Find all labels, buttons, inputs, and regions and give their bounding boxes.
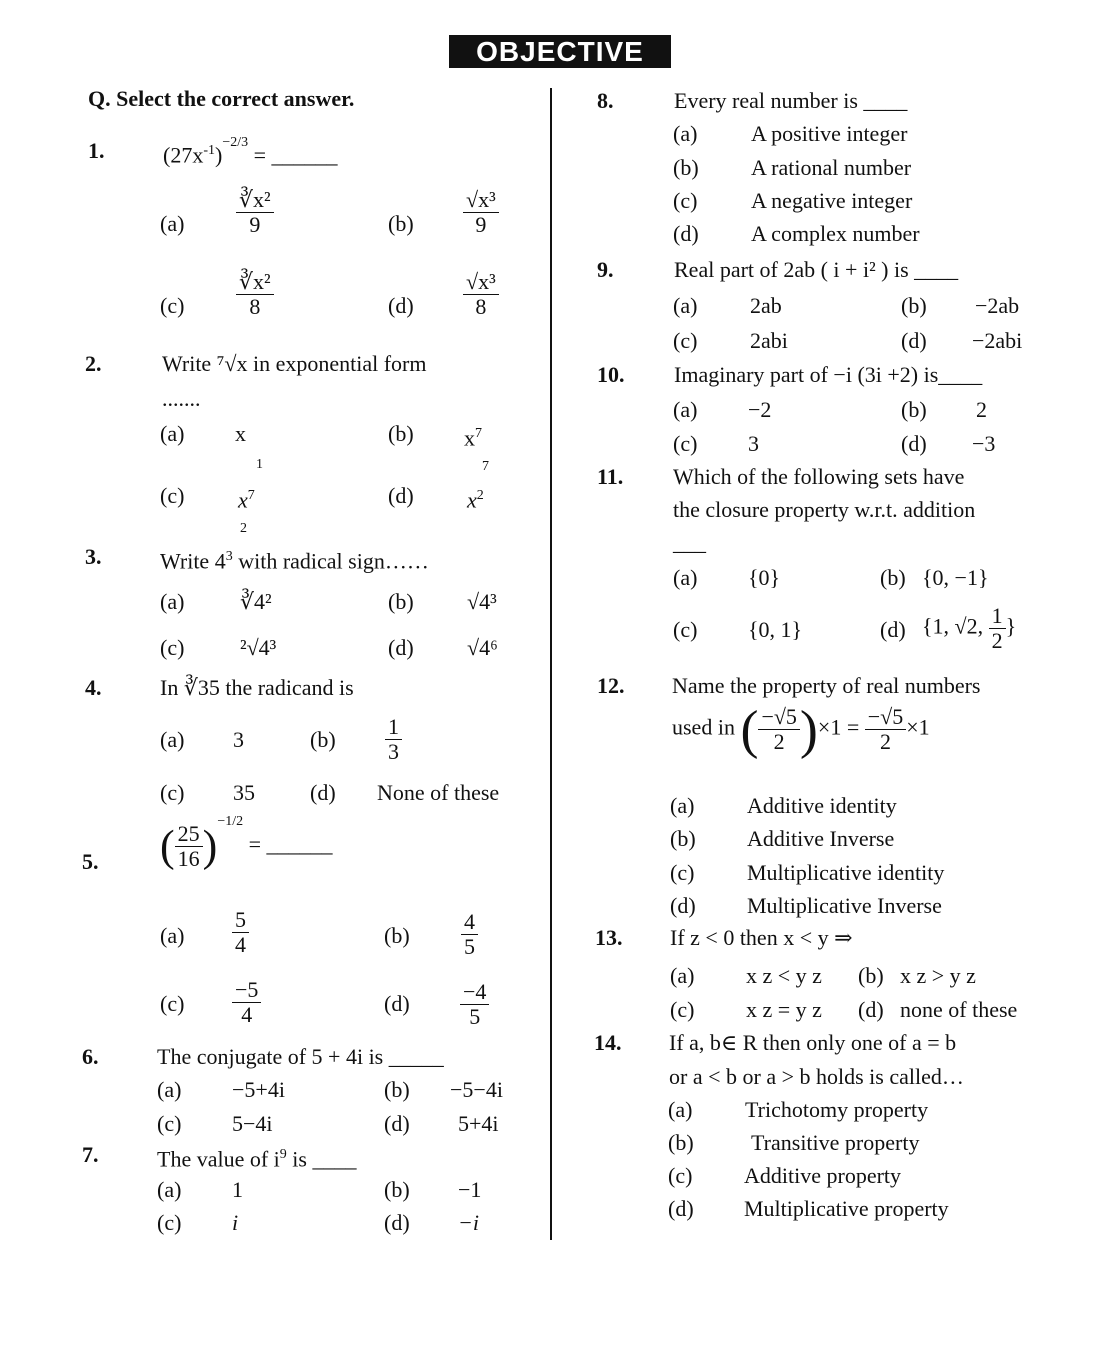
option-b-value[interactable]: {0, −1} [922, 565, 989, 590]
numerator: 1 [385, 715, 402, 740]
numerator: −5 [232, 978, 261, 1003]
option-a-label[interactable]: (a) [160, 589, 185, 614]
option-b-label[interactable]: (b) [388, 211, 414, 236]
exponent: 3 [225, 549, 233, 564]
answer-blank: ___ [673, 530, 706, 555]
option-a-label[interactable]: (a) [157, 1077, 182, 1102]
set-end: } [1005, 613, 1017, 639]
option-b-value[interactable]: −2ab [975, 293, 1020, 318]
exponent: 9 [279, 1147, 287, 1162]
expr-base-exp: -1 [203, 143, 215, 158]
option-c-label[interactable]: (c) [673, 431, 698, 456]
option-d-value[interactable]: −3 [972, 431, 996, 456]
option-c-label[interactable]: (c) [157, 1210, 182, 1235]
question-number: 1. [88, 138, 105, 163]
equals: ×1 = [817, 714, 860, 740]
question-number: 8. [597, 88, 614, 113]
question-text [160, 544, 429, 574]
option-b-label[interactable]: (b) [670, 826, 696, 851]
option-c-value[interactable]: ²√4³ [240, 635, 277, 660]
option-d-value[interactable] [467, 483, 484, 513]
option-b-value[interactable] [385, 715, 402, 764]
question-text-line2: or a < b or a > b holds is called… [669, 1064, 964, 1089]
option-d-label[interactable]: (d) [901, 328, 927, 353]
numerator: −4 [460, 980, 489, 1005]
option-c-value[interactable]: 5−4i [232, 1111, 273, 1136]
option-d-label[interactable]: (d) [388, 483, 414, 508]
question-number: 9. [597, 257, 614, 282]
option-a-value[interactable]: Additive identity [747, 793, 897, 818]
denominator: 4 [235, 932, 246, 957]
denominator: 9 [475, 212, 487, 237]
option-d-label[interactable]: (d) [880, 617, 906, 642]
question-text-line1: If a, b∈ R then only one of a = b [669, 1030, 957, 1055]
exp-numerator: 2 [240, 521, 247, 536]
option-c-value[interactable]: i [232, 1210, 239, 1235]
text-pre: Write 4 [160, 548, 226, 574]
option-b-value[interactable]: 2 [976, 397, 987, 422]
denominator: 5 [469, 1004, 481, 1029]
question-dots: ....... [162, 386, 201, 411]
option-d-label[interactable]: (d) [384, 991, 410, 1016]
option-b-label[interactable]: (b) [901, 293, 927, 318]
text-pre: The value of i [157, 1146, 280, 1172]
option-a-label[interactable]: (a) [673, 121, 698, 146]
denominator: 4 [241, 1002, 253, 1027]
option-a-label[interactable]: (a) [160, 727, 185, 752]
option-d-value[interactable] [463, 270, 499, 319]
option-b-label[interactable]: (b) [880, 565, 906, 590]
option-b-value[interactable]: √4³ [467, 589, 497, 614]
radical: ⁷√x [216, 351, 248, 376]
exponent: 7 [475, 426, 482, 441]
section-title: OBJECTIVE [449, 35, 671, 68]
option-c-label[interactable]: (c) [670, 997, 695, 1022]
option-b-label[interactable]: (b) [384, 1077, 410, 1102]
option-c-value[interactable]: Multiplicative identity [747, 860, 945, 885]
numerator: ∛x² [236, 270, 274, 295]
option-c-label[interactable]: (c) [673, 617, 698, 642]
option-c-label[interactable]: (c) [160, 635, 185, 660]
option-c-value[interactable] [232, 978, 261, 1027]
option-a-label[interactable]: (a) [160, 923, 185, 948]
question-expression: ( $\frac{25}{16}$ )$^{-1/2}$ = ______ [160, 814, 333, 871]
option-d-label[interactable]: (d) [670, 893, 696, 918]
question-text: Every real number is ____ [674, 88, 908, 113]
question-text-line2: the closure property w.r.t. addition [673, 497, 976, 522]
option-d-value[interactable] [922, 604, 1016, 653]
question-number: 3. [85, 544, 102, 569]
option-a-value[interactable]: 2ab [750, 293, 782, 318]
option-d-label[interactable]: (d) [310, 780, 336, 805]
numerator: √x³ [463, 188, 499, 213]
option-c-value[interactable]: {0, 1} [748, 617, 803, 642]
option-c-label[interactable]: (c) [157, 1111, 182, 1136]
option-a-value[interactable]: −2 [748, 397, 772, 422]
text-post: in exponential form [252, 351, 427, 376]
option-c-label[interactable]: (c) [673, 188, 698, 213]
option-c-label[interactable]: (c) [160, 780, 185, 805]
text-used-in: used in [672, 714, 735, 740]
option-c-value[interactable]: A negative integer [751, 188, 913, 213]
denominator: 2 [991, 628, 1003, 653]
text-post: is ____ [286, 1146, 357, 1172]
option-d-value[interactable]: Multiplicative property [744, 1196, 949, 1221]
question-number: 10. [597, 362, 625, 387]
option-b-label[interactable]: (b) [858, 963, 884, 988]
option-b-label[interactable]: (b) [668, 1130, 694, 1155]
option-c-label[interactable]: (c) [673, 328, 698, 353]
option-d-label[interactable]: (d) [858, 997, 884, 1022]
option-c-value[interactable]: 35 [233, 780, 255, 805]
question-text: Imaginary part of −i (3i +2) is____ [674, 362, 983, 387]
numerator: 5 [232, 908, 249, 933]
denominator: 8 [249, 294, 261, 319]
question-number: 7. [82, 1142, 99, 1167]
question-number: 5. [82, 849, 99, 874]
option-b-value[interactable]: A rational number [751, 155, 912, 180]
option-d-value[interactable]: −i [458, 1210, 479, 1235]
option-b-label[interactable]: (b) [901, 397, 927, 422]
option-a-label[interactable]: (a) [668, 1097, 693, 1122]
expr-tail: = ______ [248, 831, 333, 857]
question-text: In ∛35 the radicand is [160, 675, 354, 700]
question-text: The conjugate of 5 + 4i is _____ [157, 1044, 444, 1069]
instruction: Q. Select the correct answer. [88, 86, 355, 111]
option-d-label[interactable]: (d) [384, 1210, 410, 1235]
option-b-label[interactable]: (b) [310, 727, 336, 752]
option-c-label[interactable]: (c) [160, 483, 185, 508]
option-d-value[interactable] [460, 980, 489, 1029]
option-b-value[interactable]: −1 [458, 1177, 482, 1202]
set-start: {1, √2, [922, 613, 984, 639]
option-c-label[interactable]: (c) [668, 1163, 693, 1188]
option-b-value[interactable] [463, 188, 499, 237]
option-c-value[interactable] [236, 270, 274, 319]
option-c-value[interactable]: 3 [748, 431, 759, 456]
question-number: 13. [595, 925, 623, 950]
rhs-numerator: −√5 [865, 705, 906, 730]
base: x [238, 487, 248, 513]
exponent: 7 [247, 488, 255, 503]
option-a-value[interactable]: −5+4i [232, 1077, 285, 1102]
option-d-value[interactable]: None of these [377, 780, 500, 805]
option-c-value[interactable]: 2abi [750, 328, 788, 353]
option-b-label[interactable]: (b) [384, 1177, 410, 1202]
expr-base: (27x [163, 142, 204, 168]
column-divider [550, 88, 552, 1240]
option-c-exp-top: 1 [256, 457, 263, 472]
base: x [467, 487, 477, 513]
denominator: 3 [388, 739, 399, 764]
option-b-value[interactable]: x z > y z [900, 963, 976, 988]
option-d-value[interactable]: A complex number [751, 221, 920, 246]
option-a-label[interactable]: (a) [157, 1177, 182, 1202]
question-text [163, 135, 338, 168]
option-d-label[interactable]: (d) [384, 1111, 410, 1136]
option-a-label[interactable]: (a) [673, 397, 698, 422]
option-d-exp-top: 7 [482, 459, 489, 474]
expr-close: ) [215, 142, 223, 168]
numerator: ∛x² [236, 188, 274, 213]
numerator: 4 [461, 910, 478, 935]
option-d-value[interactable]: √4⁶ [467, 635, 498, 660]
option-d-label[interactable]: (d) [673, 221, 699, 246]
option-c-label[interactable]: (c) [160, 293, 185, 318]
option-a-value[interactable] [236, 188, 274, 237]
denominator: 8 [475, 294, 487, 319]
lhs-numerator: −√5 [758, 705, 799, 730]
option-d-value[interactable]: Multiplicative Inverse [747, 893, 942, 918]
option-a-value[interactable]: 1 [232, 1177, 243, 1202]
option-a-value[interactable]: ∛4² [240, 589, 272, 614]
expr-tail: = ______ [253, 142, 338, 168]
denominator: 9 [249, 212, 261, 237]
option-a-label[interactable]: (a) [160, 211, 185, 236]
option-b-value[interactable]: Additive Inverse [747, 826, 895, 851]
question-text-line1: Name the property of real numbers [672, 673, 981, 698]
option-a-label[interactable]: (a) [670, 963, 695, 988]
question-text [157, 1142, 356, 1172]
option-d-label[interactable]: (d) [388, 293, 414, 318]
question-text-line1: Which of the following sets have [673, 464, 965, 489]
numerator: 1 [989, 604, 1006, 629]
question-equation: used in ( $\frac{-√5}{2}$ )×1 = $\frac{-√5}{2}$ ×1 [672, 699, 930, 760]
question-text: If z < 0 then x < y ⇒ [670, 925, 853, 950]
question-text [162, 351, 426, 377]
base: x [464, 425, 475, 451]
question-number: 12. [597, 673, 625, 698]
option-d-label[interactable]: (d) [388, 635, 414, 660]
exponent: 2 [476, 488, 484, 503]
exponent: −1/2 [217, 814, 244, 830]
text-pre: Write [162, 351, 212, 376]
question-number: 2. [85, 351, 102, 376]
option-c-value[interactable]: x z = y z [746, 997, 822, 1022]
option-c-value[interactable] [238, 483, 255, 513]
option-b-value[interactable]: Transitive property [751, 1130, 920, 1155]
option-c-label[interactable]: (c) [670, 860, 695, 885]
text-post: with radical sign…… [238, 548, 429, 574]
question-number: 4. [85, 675, 102, 700]
option-a-value[interactable] [232, 908, 249, 957]
option-d-value[interactable]: none of these [900, 997, 1018, 1022]
denominator: 16 [177, 846, 200, 871]
option-b-label[interactable]: (b) [384, 923, 410, 948]
option-a-value[interactable]: {0} [748, 565, 781, 590]
option-c-label[interactable]: (c) [160, 991, 185, 1016]
option-a-value[interactable]: Trichotomy property [745, 1097, 929, 1122]
option-a-value[interactable]: 3 [233, 727, 244, 752]
option-a-label[interactable]: (a) [670, 793, 695, 818]
option-b-label[interactable]: (b) [388, 589, 414, 614]
option-b-value[interactable]: −5−4i [450, 1077, 503, 1102]
option-a-value[interactable]: x [235, 421, 246, 446]
option-b-value[interactable] [464, 421, 482, 451]
lhs-denominator: 2 [773, 729, 785, 754]
denominator: 5 [464, 934, 475, 959]
numerator: √x³ [463, 270, 499, 295]
option-b-label[interactable]: (b) [388, 421, 414, 446]
option-d-label[interactable]: (d) [901, 431, 927, 456]
option-b-label[interactable]: (b) [673, 155, 699, 180]
option-d-value[interactable]: −2abi [972, 328, 1023, 353]
option-a-value[interactable]: x z < y z [746, 963, 822, 988]
option-d-value[interactable]: 5+4i [458, 1111, 499, 1136]
expr-exp: −2/3 [222, 135, 249, 150]
option-c-value[interactable]: Additive property [744, 1163, 902, 1188]
question-number: 14. [594, 1030, 622, 1055]
rhs-tail: ×1 [906, 714, 930, 740]
option-a-value[interactable]: A positive integer [751, 121, 908, 146]
numerator: 25 [175, 822, 203, 847]
rhs-denominator: 2 [879, 729, 891, 754]
question-number: 11. [597, 464, 624, 489]
question-number: 6. [82, 1044, 99, 1069]
option-a-label[interactable]: (a) [673, 293, 698, 318]
option-b-value[interactable] [461, 910, 478, 959]
option-a-label[interactable]: (a) [160, 421, 185, 446]
option-d-label[interactable]: (d) [668, 1196, 694, 1221]
question-text: Real part of 2ab ( i + i² ) is ____ [674, 257, 959, 282]
option-a-label[interactable]: (a) [673, 565, 698, 590]
